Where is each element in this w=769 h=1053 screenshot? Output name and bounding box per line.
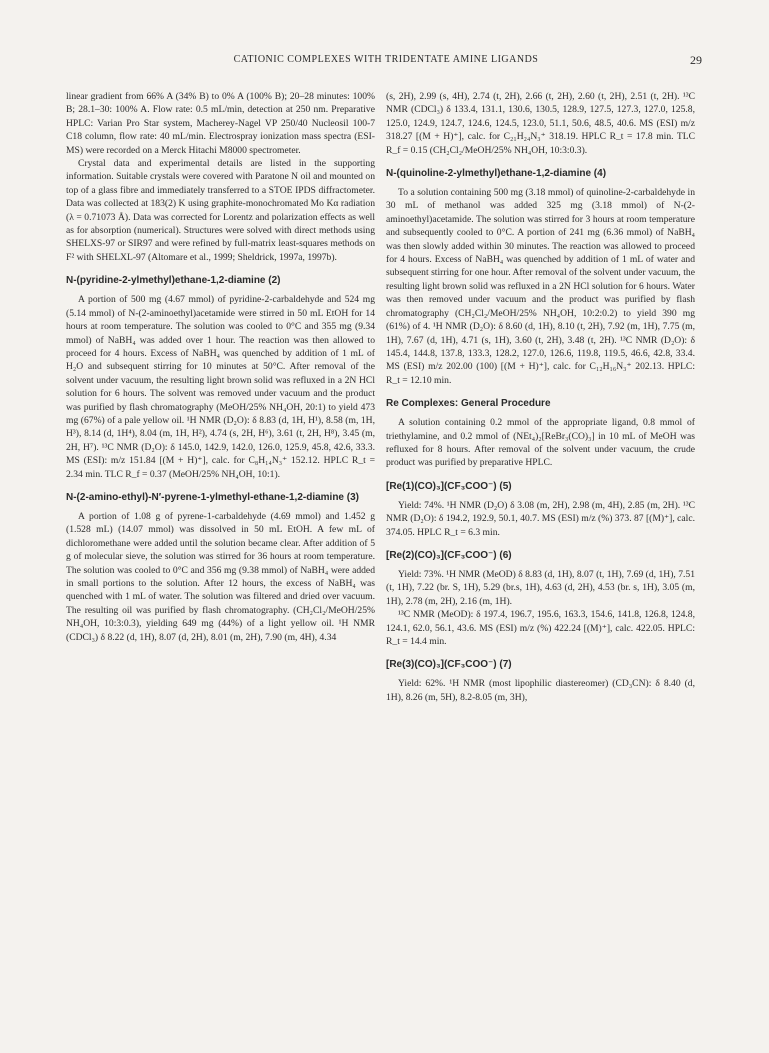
- running-title: CATIONIC COMPLEXES WITH TRIDENTATE AMINE LIGANDS: [233, 54, 539, 65]
- heading-compound-4: N-(quinoline-2-ylmethyl)ethane-1,2-diamine (4): [386, 168, 607, 180]
- paragraph-compound-5: Yield: 74%. ¹H NMR (D₂O) δ 3.08 (m, 2H), 2.98 (m, 4H), 2.85 (m, 2H). ¹³C NMR (D₂O): δ 194.2, 192.9, 50.1, 40.7. MS (ESI) m/z (%) 373. 87 [(M)⁺], calc. 374.05. HPLC R_t = 6.3 min.: [386, 499, 695, 538]
- paragraph-crystal-data: Crystal data and experimental details are listed in the supporting information. Suitable crystals were covered with Paratone N oil and mounted on top of a glass fibre and immediately transferred to a STOE IPDS diffractometer. Data was collected at 183(2) K using graphite-monochromated Mo Kα radiation (λ = 0.71073 Å). Data was corrected for Lorentz and polarization effects as well as for absorption (numerical). Structures were solved with direct methods using SHELXS-97 or SIR97 and were refined by full-matrix least-squares methods on F² with SHELXL-97 (Altomare et al., 1999; Sheldrick, 1997a, 1997b).: [66, 158, 375, 263]
- paragraph-compound-7: Yield: 62%. ¹H NMR (most lipophilic diastereomer) (CD₃CN): δ 8.40 (d, 1H), 8.26 (m, 5H), 8.2-8.05 (m, 3H),: [386, 678, 695, 703]
- running-header: [70, 54, 702, 74]
- paragraph-compound-3: A portion of 1.08 g of pyrene-1-carbaldehyde (4.69 mmol) and 1.452 g (1.528 mL) (14.07 mmol) was dissolved in 50 mL EtOH. A few mL of dichloromethane were added until the solution became clear. After addition of 5 g of molecular sieve, the solution was stirred for 36 hours at room temperature. The solution was cooled to 0°C and 356 mg (9.38 mmol) of NaBH₄ were added in small portions to the solution. After 12 hours, the excess of NaBH₄ was quenched with 1 mL of water. The solution was filtered and dried over vacuum. The resulting oil was purified by flash chromatography. (CH₂Cl₂/MeOH/25% NH₄OH, 10:3:0.3), yielding 649 mg (44%) of a light yellow oil. ¹H NMR (CDCl₃) δ 8.22 (d, 1H), 8.07 (d, 2H), 8.01 (m, 2H), 7.90 (m, 4H), 4.34: [66, 510, 375, 643]
- heading-compound-2: N-(pyridine-2-ylmethyl)ethane-1,2-diamine (2): [66, 275, 281, 287]
- heading-re-general: Re Complexes: General Procedure: [386, 398, 551, 410]
- left-column: [66, 90, 375, 644]
- paragraph-compound-4: To a solution containing 500 mg (3.18 mmol) of quinoline-2-carbaldehyde in 30 mL of methanol was added 325 mg (3.18 mmol) of N-(2-aminoethyl)acetamide. The solution was stirred for 3 hours at room temperature and subsequently cooled to 0°C. A portion of 241 mg (6.36 mmol) of NaBH₄ was then slowly added within 30 minutes. The reaction was allowed to proceed for 4 hours. Excess of NaBH₄ was quenched by addition of 1 mL of water and subsequent stirring for one hour. After removal of the solvent under vacuum, the resulting light brown solid was refluxed in a 2N HCl solution for 6 hours. Water was then removed under vacuum and the product was purified by flash chromatography (CH₂Cl₂/MeOH/25% NH₄OH, 10:2:0.2) to yield 390 mg (61%) of 4. ¹H NMR (D₂O): δ 8.60 (d, 1H), 8.10 (t, 2H), 7.92 (m, 1H), 7.75 (m, 1H), 7.67 (d, 1H), 4.71 (s, 1H), 3.60 (t, 2H), 3.48 (t, 2H). ¹³C NMR (D₂O): δ 145.4, 144.8, 137.8, 133.3, 128.2, 127.0, 126.6, 119.8, 119.5, 46.6, 42.8, 33.4. MS (ESI) m/z 202.00 (100) [(M + H)⁺], calc. for C₁₂H₁₆N₃⁺ 202.13. HPLC: R_t = 12.10 min.: [386, 187, 695, 386]
- paragraph-compound-2: A portion of 500 mg (4.67 mmol) of pyridine-2-carbaldehyde and 524 mg (5.14 mmol) of N-(2-aminoethyl)acetamide were stirred in 50 mL EtOH for 14 hours at room temperature. The solution was cooled to 0°C and 355 mg (9.34 mmol) of NaBH₄ was added over 1 hour. The reaction was then allowed to proceed for 4 hours. Excess of NaBH₄ was quenched by addition of 1 mL of H₂O and subsequent stirring for 10 minutes at 50°C. After removal of the solvent under vacuum, the resulting light brown solid was refluxed in a 2N HCl solution for 6 hours. The solvent was removed under vacuum and the product was purified by flash chromatography (MeOH/25% NH₄OH, 20:1) to yield 473 mg (67%) of a pale yellow oil. ¹H NMR (D₂O): δ 8.83 (d, 1H, H¹), 8.58 (m, 1H, H³), 8.14 (d, 1H⁴), 8.04 (m, 1H, H²), 4.74 (s, 2H, H⁶), 3.61 (t, 2H, H⁸), 3.45 (m, 2H, H⁷). ¹³C NMR (D₂O): δ 145.0, 142.9, 142.0, 126.0, 125.9, 45.8, 42.6, 33.3. MS (ESI): m/z 151.84 [(M + H)⁺], calc. for C₈H₁₄N₃⁺ 152.12. HPLC R_t = 2.34 min. TLC R_f = 0.37 (MeOH/25% NH₄OH, 10:1).: [66, 294, 375, 480]
- heading-compound-5: [Re(1)(CO)₃](CF₃COO⁻) (5): [386, 480, 512, 492]
- paragraph-compound-3-cont: (s, 2H), 2.99 (s, 4H), 2.74 (t, 2H), 2.66 (t, 2H), 2.60 (t, 2H), 2.51 (t, 2H). ¹³C NMR (CDCl₃) δ 133.4, 131.1, 130.6, 130.5, 128.9, 127.5, 127.3, 127.0, 125.8, 125.0, 124.9, 124.7, 124.6, 124.5, 123.0, 51.1, 50.6, 48.5, 40.6. MS (ESI) m/z 318.27 [(M + H)⁺], calc. for C₂₁H₂₄N₃⁺ 318.19. HPLC R_t = 17.8 min. TLC R_f = 0.15 (CH₂Cl₂/MeOH/25% NH₄OH, 10:3:0.3).: [386, 91, 695, 156]
- right-column: [386, 90, 695, 704]
- paragraph-hplc: linear gradient from 66% A (34% B) to 0% A (100% B); 20–28 minutes: 100% B; 28.1–30: 100% A. Flow rate: 0.5 mL/min, detection at 250 nm. Preparative HPLC: Varian Pro Star system, Macherey-Nagel VP 250/40 Nucleosil 100-7 C18 column, flow rate: 40 mL/min. Electrospray ionization mass spectra (ESI-MS) were recorded on a Merck Hitachi M8000 spectrometer.: [66, 91, 375, 156]
- paragraph-compound-6: Yield: 73%. ¹H NMR (MeOD) δ 8.83 (d, 1H), 8.07 (t, 1H), 7.69 (d, 1H), 7.51 (t, 1H), 7.22 (br. S, 1H), 5.29 (br.s, 1H), 4.63 (d, 2H), 4.53 (br. s, 1H), 3.05 (m, 1H), 2.78 (m, 2H), 2.16 (m, 1H).: [386, 568, 695, 607]
- page-number: 29: [690, 53, 702, 67]
- paragraph-re-general: A solution containing 0.2 mmol of the appropriate ligand, 0.8 mmol of triethylamine, and 0.2 mmol of (NEt₄)₂[ReBr₃(CO)₃] in 10 mL of MeOH was refluxed for 8 hours. After removal of the solvent under vacuum, the crude product was purified by preparative HPLC.: [386, 417, 695, 469]
- paragraph-compound-6-c13: ¹³C NMR (MeOD): δ 197.4, 196.7, 195.6, 163.3, 154.6, 141.8, 126.8, 124.8, 124.1, 62.0, 56.1, 43.6. MS (ESI) m/z (%) 422.24 [(M)⁺], calc. 422.05. HPLC: R_t = 14.4 min.: [386, 609, 695, 647]
- heading-compound-3: N-(2-amino-ethyl)-N′-pyrene-1-ylmethyl-ethane-1,2-diamine (3): [66, 491, 359, 503]
- heading-compound-6: [Re(2)(CO)₃](CF₃COO⁻) (6): [386, 549, 512, 561]
- heading-compound-7: [Re(3)(CO)₃](CF₃COO⁻) (7): [386, 659, 512, 671]
